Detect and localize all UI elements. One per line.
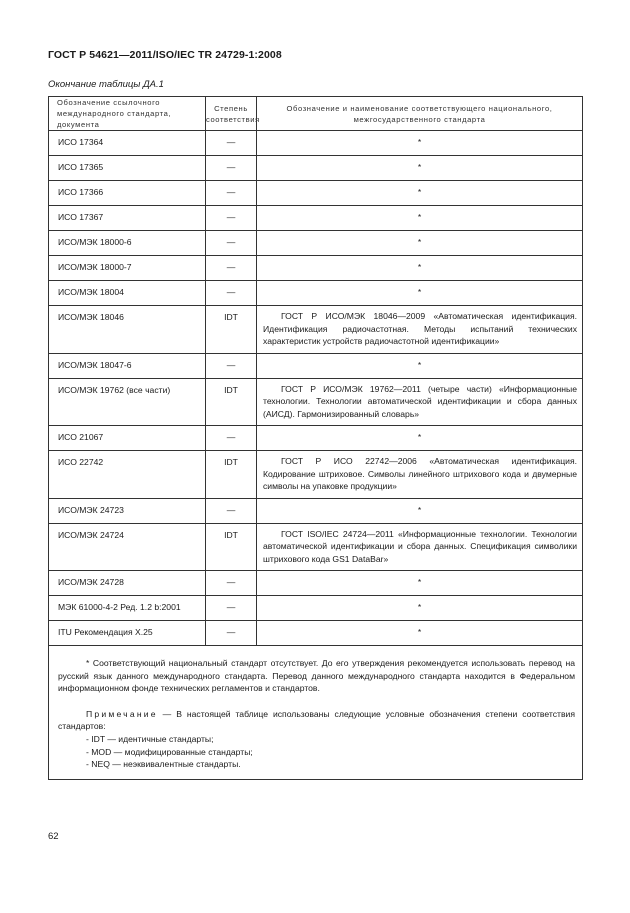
degree-cell bbox=[206, 306, 257, 354]
reference-code: ИСО/МЭК 18000-7 bbox=[58, 262, 132, 272]
table-row bbox=[49, 353, 583, 378]
standards-table bbox=[48, 96, 583, 780]
reference-code: ИСО/МЭК 18047-6 bbox=[58, 359, 132, 370]
header-degree: Степень соответствия bbox=[206, 97, 257, 131]
table-row bbox=[49, 156, 583, 181]
degree-value: — bbox=[226, 237, 236, 247]
degree-cell bbox=[206, 523, 257, 571]
reference-code-cell bbox=[49, 523, 206, 571]
national-standard-cell bbox=[257, 451, 583, 499]
national-standard-value: ГОСТ Р ИСО/МЭК 18046—2009 «Автоматическая идентификация. Идентификация радиочастотная. Методы испытаний технических характеристик устройств радиочастотной идентификации» bbox=[263, 311, 577, 346]
notes-cell bbox=[49, 646, 583, 780]
reference-code-cell bbox=[49, 231, 206, 256]
degree-cell bbox=[206, 131, 257, 156]
national-standard-value: * bbox=[417, 577, 422, 587]
note-item: - IDT — идентичные стандарты; bbox=[86, 733, 214, 744]
header-reference-standard: Обозначение ссылочного международного стандарта, документа bbox=[49, 97, 206, 131]
national-standard-cell bbox=[257, 596, 583, 621]
national-standard-cell bbox=[257, 523, 583, 571]
reference-code-cell bbox=[49, 181, 206, 206]
national-standard-cell bbox=[257, 206, 583, 231]
table-notes-row bbox=[49, 646, 583, 780]
reference-code-cell bbox=[49, 353, 206, 378]
table-row bbox=[49, 523, 583, 571]
reference-code-cell bbox=[49, 256, 206, 281]
national-standard-cell bbox=[257, 426, 583, 451]
degree-cell bbox=[206, 156, 257, 181]
reference-code-cell bbox=[49, 571, 206, 596]
degree-value: — bbox=[226, 187, 236, 197]
degree-cell bbox=[206, 231, 257, 256]
table-row bbox=[49, 498, 583, 523]
national-standard-value: * bbox=[417, 359, 422, 370]
degree-value: — bbox=[226, 627, 236, 637]
reference-code: ИСО/МЭК 24723 bbox=[58, 504, 124, 515]
table-row bbox=[49, 256, 583, 281]
reference-code: ИСО 17364 bbox=[58, 137, 104, 147]
reference-code: ИСО/МЭК 18046 bbox=[58, 312, 124, 322]
degree-cell bbox=[206, 451, 257, 499]
national-standard-cell bbox=[257, 353, 583, 378]
degree-value: — bbox=[226, 162, 236, 172]
degree-value: — bbox=[226, 287, 236, 297]
national-standard-cell bbox=[257, 256, 583, 281]
degree-cell bbox=[206, 426, 257, 451]
national-standard-value: * bbox=[417, 187, 422, 197]
national-standard-value: * bbox=[417, 237, 422, 247]
table-row bbox=[49, 306, 583, 354]
national-standard-value: ГОСТ Р ИСО/МЭК 19762—2011 (четыре части) «Информационные технологии. Технологии автоматической идентификации и сбора данных (АИСД). Гармонизированный словарь» bbox=[263, 383, 577, 419]
national-standard-cell bbox=[257, 621, 583, 646]
note-paragraph bbox=[58, 708, 575, 733]
degree-cell bbox=[206, 596, 257, 621]
national-standard-value: * bbox=[417, 287, 422, 297]
reference-code-cell bbox=[49, 378, 206, 426]
note-item: - MOD — модифицированные стандарты; bbox=[86, 746, 253, 757]
document-title: ГОСТ Р 54621—2011/ISO/IEC TR 24729-1:2008 bbox=[48, 49, 282, 61]
footnote-text: * Соответствующий национальный стандарт отсутствует. До его утверждения рекомендуется использовать перевод на русский язык данного международного стандарта. Перевод данного международного стандарта находится в Федеральном информационном фонде технических регламентов и стандартов. bbox=[58, 658, 575, 694]
degree-cell bbox=[206, 181, 257, 206]
reference-code-cell bbox=[49, 426, 206, 451]
national-standard-value: * bbox=[417, 212, 422, 222]
table-row bbox=[49, 281, 583, 306]
reference-code-cell bbox=[49, 621, 206, 646]
national-standard-cell bbox=[257, 281, 583, 306]
national-standard-value: * bbox=[417, 432, 422, 442]
reference-code: ИСО 17367 bbox=[58, 212, 104, 222]
national-standard-cell bbox=[257, 306, 583, 354]
national-standard-cell bbox=[257, 571, 583, 596]
degree-value: — bbox=[226, 432, 236, 442]
table-row bbox=[49, 378, 583, 426]
reference-code-cell bbox=[49, 131, 206, 156]
degree-value: — bbox=[226, 504, 236, 515]
note-item: - NEQ — неэквивалентные стандарты. bbox=[86, 759, 241, 770]
national-standard-cell bbox=[257, 181, 583, 206]
table-header-row bbox=[49, 97, 583, 131]
national-standard-value: ГОСТ ISO/IEC 24724—2011 «Информационные технологии. Технологии автоматической идентификации и сбора данных. Спецификация символики штрихового кода GS1 DataBar» bbox=[263, 528, 577, 564]
reference-code-cell bbox=[49, 281, 206, 306]
table-row bbox=[49, 426, 583, 451]
reference-code: ИСО/МЭК 18004 bbox=[58, 287, 124, 297]
note-list bbox=[58, 733, 575, 771]
degree-cell bbox=[206, 571, 257, 596]
national-standard-cell bbox=[257, 378, 583, 426]
national-standard-cell bbox=[257, 231, 583, 256]
note-label: Примечание bbox=[86, 708, 158, 719]
table-row bbox=[49, 231, 583, 256]
reference-code: ИСО 17365 bbox=[58, 162, 104, 172]
national-standard-value: ГОСТ Р ИСО 22742—2006 «Автоматическая идентификация. Кодирование штриховое. Символы линейного штрихового кода и двумерные символы на упаковке продукции» bbox=[263, 456, 577, 491]
national-standard-value: * bbox=[417, 504, 422, 515]
reference-code: ИСО 21067 bbox=[58, 432, 104, 442]
degree-value: — bbox=[226, 262, 236, 272]
header-national-standard: Обозначение и наименование соответствующего национального, межгосударственного стандарта bbox=[257, 97, 583, 131]
reference-code: МЭК 61000-4-2 Ред. 1.2 b:2001 bbox=[58, 602, 181, 612]
table-row bbox=[49, 621, 583, 646]
table-row bbox=[49, 206, 583, 231]
table-row bbox=[49, 451, 583, 499]
degree-value: IDT bbox=[224, 457, 238, 467]
degree-cell bbox=[206, 498, 257, 523]
degree-cell bbox=[206, 281, 257, 306]
national-standard-cell bbox=[257, 498, 583, 523]
table-row bbox=[49, 596, 583, 621]
degree-cell bbox=[206, 378, 257, 426]
reference-code: ИСО 17366 bbox=[58, 187, 104, 197]
reference-code: ИСО/МЭК 24724 bbox=[58, 529, 124, 540]
degree-value: — bbox=[226, 137, 236, 147]
degree-cell bbox=[206, 256, 257, 281]
reference-code: ИСО 22742 bbox=[58, 457, 104, 467]
reference-code-cell bbox=[49, 451, 206, 499]
degree-value: — bbox=[226, 602, 236, 612]
reference-code-cell bbox=[49, 206, 206, 231]
reference-code: ИСО/МЭК 19762 (все части) bbox=[58, 384, 171, 395]
national-standard-value: * bbox=[417, 627, 422, 637]
table-caption: Окончание таблицы ДА.1 bbox=[48, 79, 164, 90]
national-standard-value: * bbox=[417, 162, 422, 172]
degree-cell bbox=[206, 353, 257, 378]
national-standard-cell bbox=[257, 131, 583, 156]
reference-code-cell bbox=[49, 596, 206, 621]
table-row bbox=[49, 571, 583, 596]
degree-value: IDT bbox=[224, 529, 238, 540]
degree-value: — bbox=[226, 212, 236, 222]
note-text: — В настоящей таблице использованы следующие условные обозначения степени соответствия стандартов: bbox=[58, 708, 575, 732]
national-standard-value: * bbox=[417, 137, 422, 147]
reference-code-cell bbox=[49, 498, 206, 523]
reference-code: ИСО/МЭК 18000-6 bbox=[58, 237, 132, 247]
degree-value: — bbox=[226, 577, 236, 587]
table-row bbox=[49, 181, 583, 206]
reference-code-cell bbox=[49, 156, 206, 181]
reference-code: ИСО/МЭК 24728 bbox=[58, 577, 124, 587]
reference-code-cell bbox=[49, 306, 206, 354]
degree-value: IDT bbox=[224, 384, 238, 395]
national-standard-value: * bbox=[417, 602, 422, 612]
national-standard-value: * bbox=[417, 262, 422, 272]
national-standard-cell bbox=[257, 156, 583, 181]
degree-cell bbox=[206, 621, 257, 646]
table-row bbox=[49, 131, 583, 156]
page-number: 62 bbox=[48, 831, 59, 842]
degree-value: IDT bbox=[224, 312, 238, 322]
degree-cell bbox=[206, 206, 257, 231]
reference-code: ITU Рекомендация X.25 bbox=[58, 627, 153, 637]
degree-value: — bbox=[226, 359, 236, 370]
